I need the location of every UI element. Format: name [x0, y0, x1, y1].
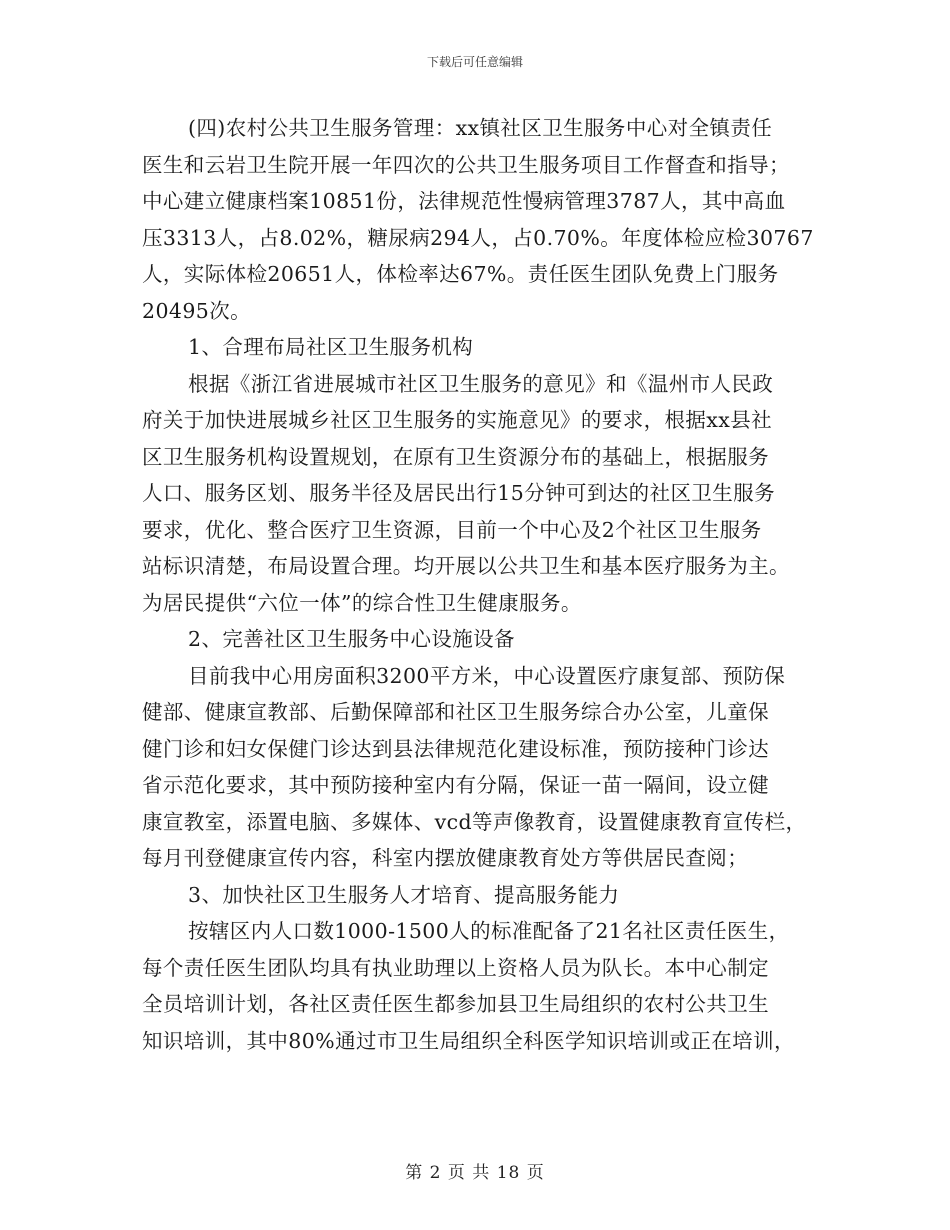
paragraph-line: 压3313人，占8.02%，糖尿病294人，占0.70%。年度体检应检30767	[142, 225, 814, 250]
paragraph-line: 为居民提供“六位一体”的综合性卫生健康服务。	[142, 590, 582, 615]
paragraph-line: 省示范化要求，其中预防接种室内有分隔，保证一苗一隔间，设立健	[142, 773, 769, 797]
header-note: 下载后可任意编辑	[426, 55, 523, 69]
paragraph-line: 中心建立健康档案10851份，法律规范性慢病管理3787人，其中高血	[142, 189, 786, 213]
document-body	[142, 110, 832, 1059]
paragraph-line: 根据《浙江省进展城市社区卫生服务的意见》和《温州市人民政	[188, 371, 774, 396]
paragraph-line: 健门诊和妇女保健门诊达到县法律规范化建设标准，预防接种门诊达	[142, 736, 769, 761]
paragraph-line: 站标识清楚，布局设置合理。均开展以公共卫生和基本医疗服务为主。	[142, 554, 790, 578]
paragraph-line: 要求，优化、整合医疗卫生资源，目前一个中心及2个社区卫生服务	[142, 517, 762, 542]
paragraph-line: 区卫生服务机构设置规划，在原有卫生资源分布的基础上，根据服务	[142, 444, 769, 469]
page-number-footer: 第 2 页 共 18 页	[405, 1163, 545, 1183]
paragraph-line: 府关于加快进展城乡社区卫生服务的实施意见》的要求，根据xx县社	[142, 408, 773, 432]
paragraph-line: 按辖区内人口数1000-1500人的标准配备了21名社区责任医生，	[188, 919, 790, 943]
paragraph-line: (四)农村公共卫生服务管理：xx镇社区卫生服务中心对全镇责任	[188, 116, 773, 140]
paragraph-line: 20495次。	[142, 298, 252, 323]
paragraph-line: 全员培训计划，各社区责任医生都参加县卫生局组织的农村公共卫生	[142, 992, 769, 1016]
paragraph-line: 目前我中心用房面积3200平方米，中心设置医疗康复部、预防保	[188, 663, 786, 688]
paragraph-line: 人，实际体检20651人，体检率达67%。责任医生团队免费上门服务	[142, 262, 779, 286]
paragraph-line: 人口、服务区划、服务半径及居民出行15分钟可到达的社区卫生服务	[142, 481, 775, 505]
paragraph-line: 康宣教室，添置电脑、多媒体、vcd等声像教育，设置健康教育宣传栏，	[142, 809, 807, 834]
section-heading: 1、合理布局社区卫生服务机构	[188, 335, 474, 359]
paragraph-line: 知识培训，其中80%通过市卫生局组织全科医学知识培训或正在培训，	[142, 1028, 795, 1053]
section-heading: 3、加快社区卫生服务人才培育、提高服务能力	[188, 882, 620, 907]
paragraph-line: 医生和云岩卫生院开展一年四次的公共卫生服务项目工作督查和指导；	[142, 152, 790, 177]
paragraph-line: 每个责任医生团队均具有执业助理以上资格人员为队长。本中心制定	[142, 955, 769, 980]
paragraph-line: 每月刊登健康宣传内容，科室内摆放健康教育处方等供居民查阅；	[142, 846, 749, 870]
paragraph-line: 健部、健康宣教部、后勤保障部和社区卫生服务综合办公室，儿童保	[142, 700, 769, 724]
section-heading: 2、完善社区卫生服务中心设施设备	[188, 627, 515, 651]
